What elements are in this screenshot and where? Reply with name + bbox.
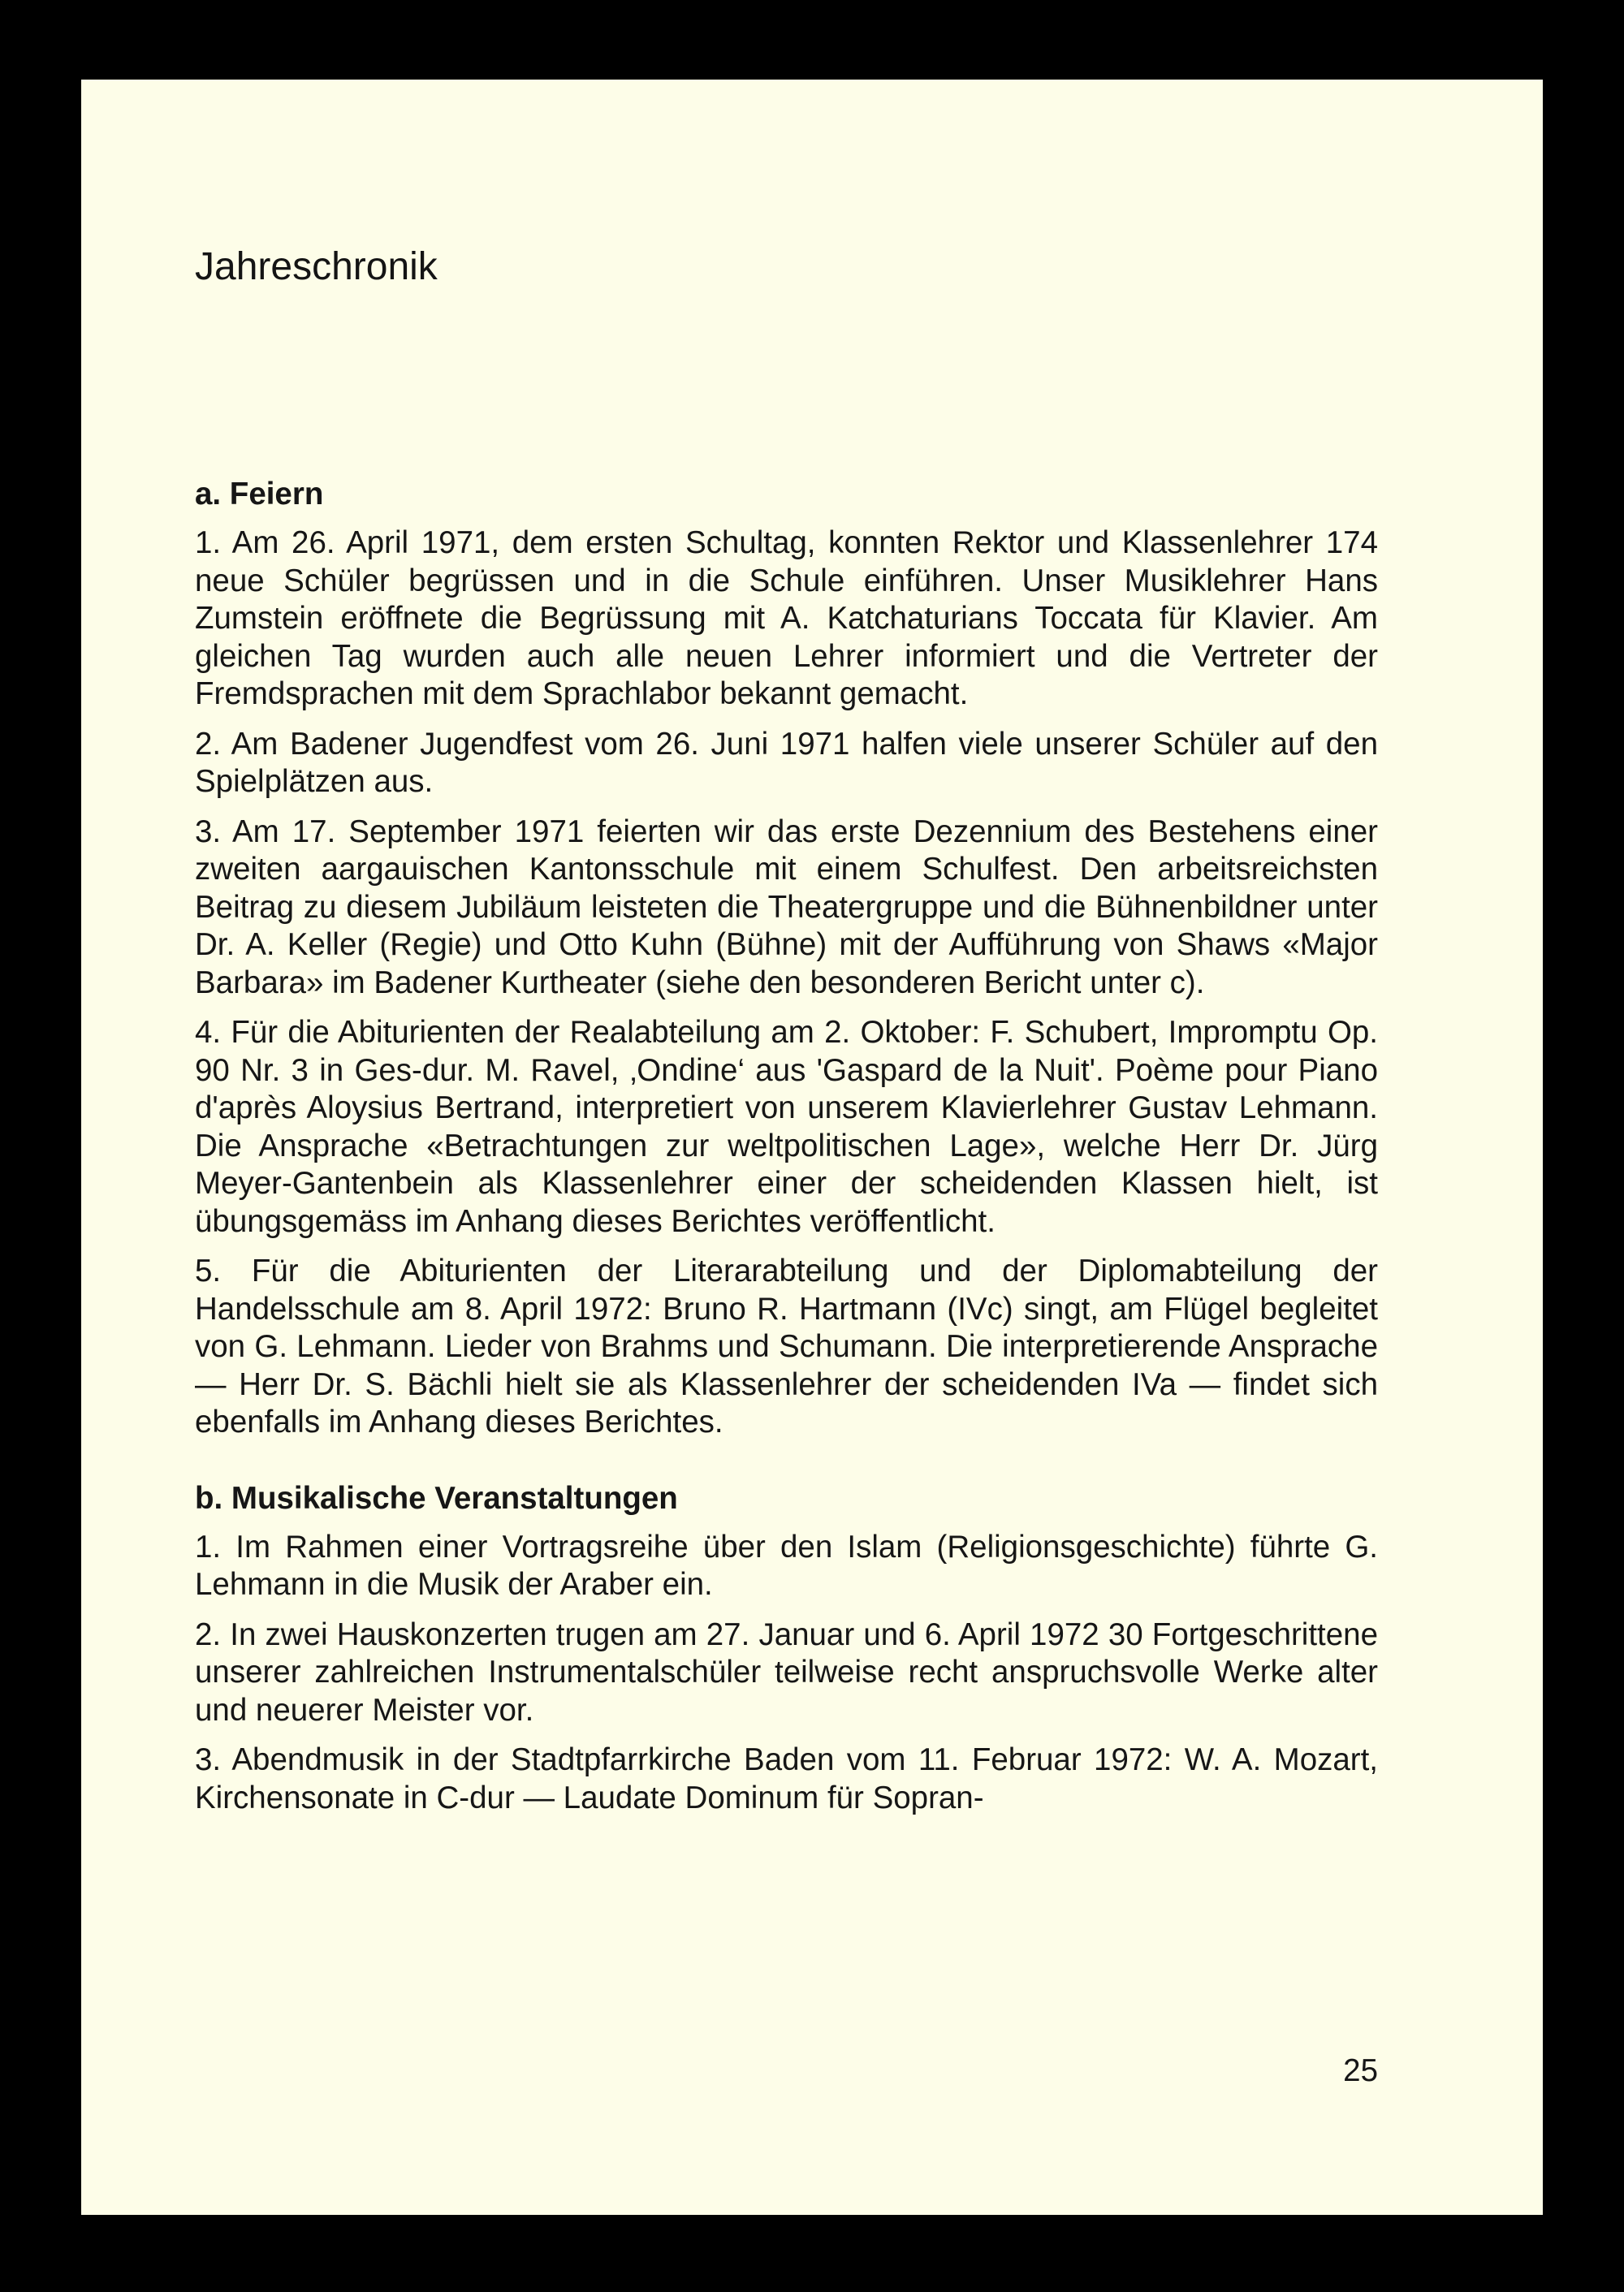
paragraph: 4. Für die Abiturienten der Realabteilung am 2. Oktober: F. Schubert, Impromptu Op. 90 Nr. 3 in Ges-dur. M. Ravel, ‚Ondine‘ aus 'Gaspard de la Nuit'. Poème pour Piano d'après Aloysius Bertrand, interpretiert von unserem Klavierlehrer Gustav Lehmann. Die Ansprache «Betrachtungen zur weltpolitischen Lage», welche Herr Dr. Jürg Meyer-Gantenbein als Klassenlehrer einer der scheidenden Klassen hielt, ist übungsgemäss im Anhang dieses Berichtes veröffentlicht. xyxy=(195,1015,1378,1239)
paragraph: 1. Im Rahmen einer Vortragsreihe über den Islam (Religionsgeschichte) führte G. Lehmann in die Musik der Araber ein. xyxy=(195,1529,1378,1602)
section-heading: a. Feiern xyxy=(195,477,324,511)
paragraph: 1. Am 26. April 1971, dem ersten Schultag, konnten Rektor und Klassenlehrer 174 neue Schüler begrüssen und in die Schule einführen. Unser Musiklehrer Hans Zumstein eröffnete die Begrüssung mit A. Katchaturians Toccata für Klavier. Am gleichen Tag wurden auch alle neuen Lehrer informiert und die Vertreter der Fremdsprachen mit dem Sprachlabor bekannt gemacht. xyxy=(195,525,1378,711)
paragraph: 3. Abendmusik in der Stadtpfarrkirche Baden vom 11. Februar 1972: W. A. Mozart, Kirchensonate in C-dur — Laudate Dominum für Sopran- xyxy=(195,1742,1378,1815)
page-number: 25 xyxy=(1343,2053,1378,2088)
page-title: Jahreschronik xyxy=(195,245,438,288)
paragraph: 3. Am 17. September 1971 feierten wir das erste Dezennium des Bestehens einer zweiten aargauischen Kantonsschule mit einem Schulfest. Den arbeitsreichsten Beitrag zu diesem Jubiläum leisteten die Theatergruppe und die Bühnenbildner unter Dr. A. Keller (Regie) und Otto Kuhn (Bühne) mit der Aufführung von Shaws «Major Barbara» im Badener Kurtheater (siehe den besonderen Bericht unter c). xyxy=(195,814,1378,1000)
section-feiern xyxy=(195,473,1378,1442)
paragraph: 2. In zwei Hauskonzerten trugen am 27. Januar und 6. April 1972 30 Fortgeschrittene unserer zahlreichen Instrumentalschüler teilweise recht anspruchsvolle Werke alter und neuerer Meister vor. xyxy=(195,1616,1378,1728)
section-heading: b. Musikalische Veranstaltungen xyxy=(195,1480,678,1516)
paragraph: 5. Für die Abiturienten der Literarabteilung und der Diplomabteilung der Handelsschule am 8. April 1972: Bruno R. Hartmann (IVc) singt, am Flügel begleitet von G. Lehmann. Lieder von Brahms und Schumann. Die interpretierende Ansprache — Herr Dr. S. Bächli hielt sie als Klassenlehrer der scheidenden IVa — findet sich ebenfalls im Anhang dieses Berichtes. xyxy=(195,1254,1378,1440)
paragraph: 2. Am Badener Jugendfest vom 26. Juni 1971 halfen viele unserer Schüler auf den Spielplätzen aus. xyxy=(195,726,1378,799)
section-musikalische-veranstaltungen xyxy=(195,1478,1378,1818)
document-body xyxy=(195,473,1378,1829)
